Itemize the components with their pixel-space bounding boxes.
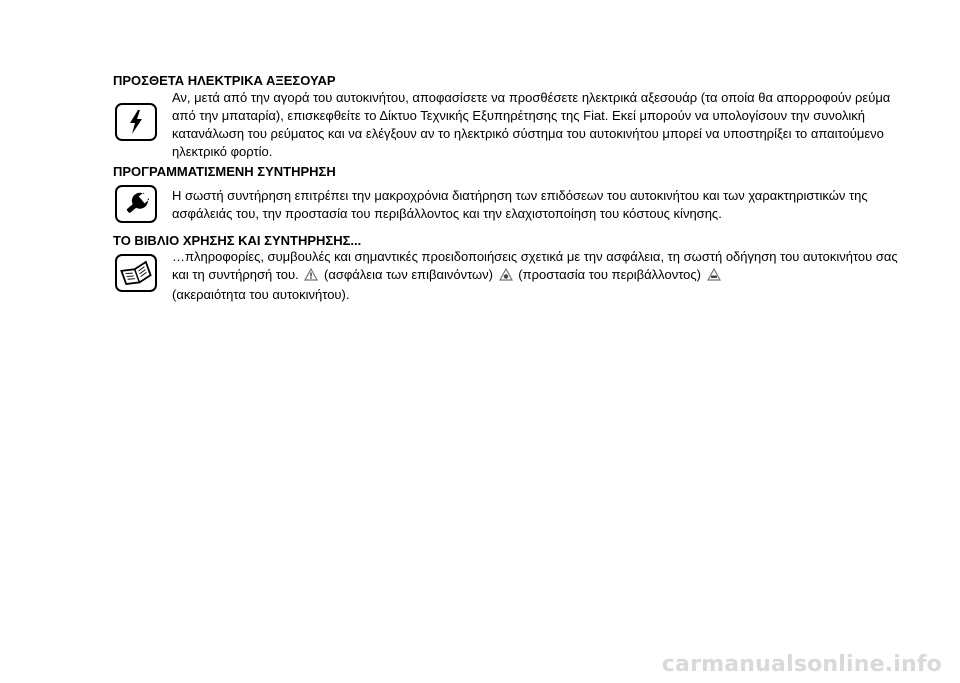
- handbook-text-environment: (προστασία του περιβάλλοντος): [518, 267, 701, 282]
- handbook-text-vehicle-integrity: (ακεραιότητα του αυτοκινήτου).: [172, 287, 350, 302]
- book-icon: [115, 254, 157, 292]
- section-body-scheduled-maintenance: Η σωστή συντήρηση επιτρέπει την μακροχρόνια διατήρηση των επιδόσεων του αυτοκινήτου και των χαρακτηριστικών της ασφάλειάς του, την προστασία του περιβάλλοντος και την ελαχιστοποίηση του κόστους κίνησης.: [172, 188, 868, 221]
- watermark: carmanualsonline.info: [661, 652, 942, 677]
- environment-triangle-icon: [499, 268, 513, 286]
- handbook-text-intro: …πληροφορίες, συμβουλές και σημαντικές προειδοποιήσεις σχετικά με την ασφάλεια, τη σωστή οδήγηση του αυτοκινήτου σας και τη συντήρησή του.: [172, 249, 898, 282]
- section-title-scheduled-maintenance: ΠΡΟΓΡΑΜΜΑΤΙΣΜΕΝΗ ΣΥΝΤΗΡΗΣΗ: [113, 164, 336, 179]
- section-title-owner-handbook: ΤΟ ΒΙΒΛΙΟ ΧΡΗΣΗΣ ΚΑΙ ΣΥΝΤΗΡΗΣΗΣ...: [113, 233, 362, 248]
- section-body-electrical-accessories: Αν, μετά από την αγορά του αυτοκινήτου, αποφασίσετε να προσθέσετε ηλεκτρικά αξεσουάρ (τα οποία θα απορροφούν ρεύμα από την μπαταρία), επισκεφθείτε το Δίκτυο Τεχνικής Εξυπηρέτησης της Fiat. Εκεί μπορούν να υπολογίσουν την συνολική κατανάλωση του ρεύματος και να ελέγξουν αν το ηλεκτρικό σύστημα του αυτοκινήτου μπορεί να υποστηρίξει το απαιτούμενο ηλεκτρικό φορτίο.: [172, 90, 891, 159]
- section-title-electrical-accessories: ΠΡΟΣΘΕΤΑ ΗΛΕΚΤΡΙΚΑ ΑΞΕΣΟΥΑΡ: [113, 73, 336, 88]
- handbook-text-occupant-safety: (ασφάλεια των επιβαινόντων): [323, 267, 494, 282]
- wrench-icon: [115, 185, 157, 223]
- section-body-owner-handbook: [172, 248, 912, 304]
- vehicle-triangle-icon: [707, 268, 721, 286]
- warning-triangle-icon: [304, 268, 318, 286]
- lightning-bolt-icon: [115, 103, 157, 141]
